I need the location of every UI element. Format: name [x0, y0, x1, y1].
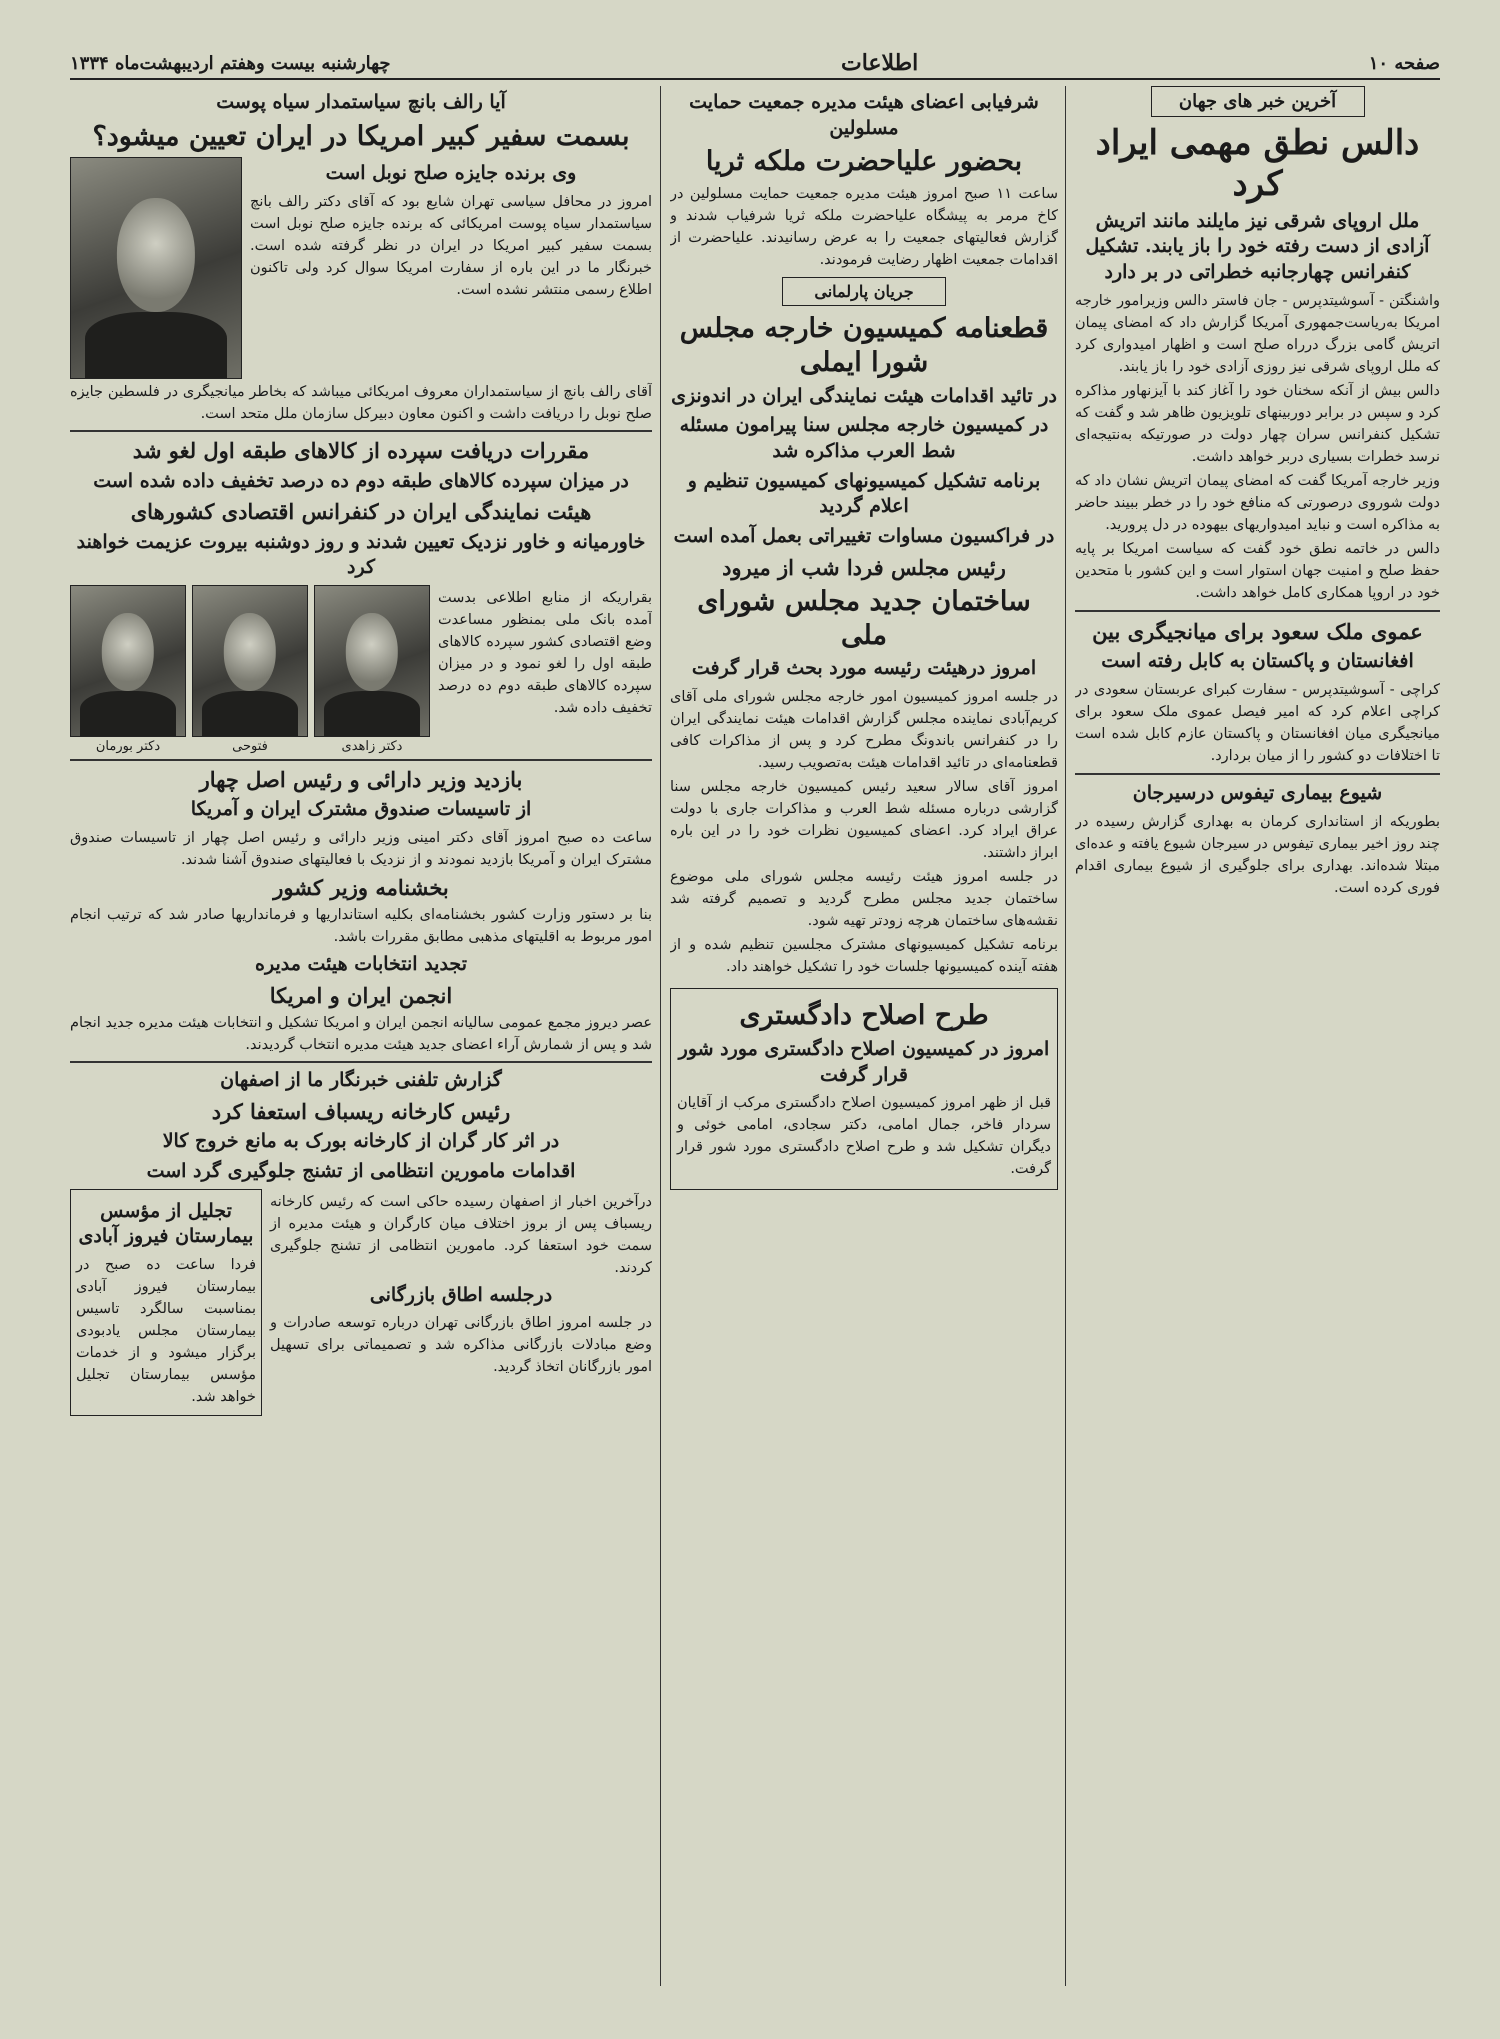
- speaker-headline: رئیس مجلس فردا شب از میرود: [722, 554, 1006, 580]
- article-paragraph: برنامه تشکیل کمیسیونهای مشترک مجلسین تنظیم شده و از هفته آینده کمیسیونها جلسات خود را تشکیل خواهند داد.: [670, 937, 1058, 976]
- dulles-subhead: ملل اروپای شرقی نیز مایلند مانند اتریش آزادی از دست رفته خود را باز یابند. تشکیل کنفرانس چهارجانبه خطراتی در بر دارد: [1085, 209, 1430, 283]
- delegation-kicker: خاورمیانه و خاور نزدیک تعیین شدند و روز دوشنبه بیروت عزیمت خواهند کرد: [76, 530, 646, 579]
- article-paragraph: دالس در خاتمه نطق خود گفت که سیاست امریکا بر پایه حفظ صلح و امنیت جهان استوار است و این کشور با متحدین خود در اروپا همکاری کامل خواهد داشت.: [1075, 540, 1440, 601]
- masthead: [70, 48, 1440, 80]
- section-rule: [70, 1061, 652, 1063]
- parliament-box: جریان پارلمانی: [782, 277, 946, 306]
- factory-kicker: در اثر کار گران از کارخانه بورک به مانع خروج کالا: [162, 1130, 560, 1153]
- faction-kicker: در فراکسیون مساوات تغییراتی بعمل آمده است: [673, 524, 1055, 547]
- article-paragraph: بنا بر دستور وزارت کشور بخشنامه‌ای بکلیه استانداریها و فرمانداریها صادر شد که ترتیب انجام امور مربوط به اقلیتهای مذهبی مطابق مقررات باشد.: [70, 907, 652, 946]
- deposit-headline: مقررات دریافت سپرده از کالاهای طبقه اول لغو شد: [132, 438, 590, 464]
- judiciary-kicker: امروز در کمیسیون اصلاح دادگستری مورد شور قرار گرفت: [678, 1038, 1050, 1086]
- indonesia-kicker: در تائید اقدامات هیئت نمایندگی ایران در اندونزی: [671, 384, 1057, 407]
- police-kicker: اقدامات مامورین انتظامی از تشنج جلوگیری گرد است: [146, 1159, 576, 1182]
- tb-society-kicker: شرفیابی اعضای هیئت مدیره جمعیت حمایت مسلولین: [689, 91, 1039, 139]
- delegates-photos: [70, 585, 430, 754]
- committees-kicker: برنامه تشکیل کمیسیونهای کمیسیون تنظیم و اعلام گردید: [687, 469, 1041, 518]
- article-paragraph: واشنگتن - آسوشیتدپرس - جان فاستر دالس وزیرامور خارجه امریکا به‌ریاست‌جمهوری آمریکا گزارش داد که امضای پیمان اتریش گامی بزرگ درراه صلح است و اظهار امیدواری کرد که ملل اروپای شرقی نیز روزی آزادی خود را باز یابند.: [1075, 292, 1440, 375]
- center-column: [670, 86, 1058, 1986]
- delegate-photo: [314, 585, 430, 737]
- article-paragraph: ساعت ده صبح امروز آقای دکتر امینی وزیر دارائی و رئیس اصل چهار از تاسیسات صندوق مشترک ایران و آمریکا بازدید نمودند و از نزدیک با فعالیتهای صندوق آشنا شدند.: [70, 829, 652, 868]
- section-rule: [70, 430, 652, 432]
- chamber-headline: درجلسه اطاق بازرگانی: [369, 1283, 553, 1306]
- saud-headline: عمو‌ی ملک سعود برای میانجیگری بین: [1092, 618, 1423, 644]
- shatt-kicker: در کمیسیون خارجه مجلس سنا پیرامون مسئله شط العرب مذاکره شد: [679, 414, 1049, 462]
- hospital-box: [70, 1189, 262, 1417]
- delegation-headline: هیئت نمایندگی ایران در کنفرانس اقتصادی کشورهای: [130, 499, 592, 525]
- resolution-headline: قطعنامه کمیسیون خارجه مجلس شورا ایملی: [679, 313, 1049, 378]
- bunche-headline: بسمت سفیر کبیر امریکا در ایران تعیین میشود؟: [92, 120, 630, 152]
- hospital-headline: تجلیل از مؤسس بیمارستان فیروز آبادی: [78, 1199, 254, 1248]
- bunche-kicker: آیا رالف بانچ سیاستمدار سیاه پوست: [216, 91, 506, 113]
- photo-caption: دکتر بورمان: [95, 738, 161, 754]
- circular-headline: بخشنامه وزیر کشور: [273, 874, 449, 900]
- world-news-box: آخرین خبر های جهان: [1151, 86, 1365, 117]
- article-paragraph: دالس بیش از آنکه سخنان خود را آغاز کند با آیزنهاور مذاکره کرد و سپس در برابر دوربینهای تلویزیون ظاهر شد و گفت که تشکیل کنفرانس سران چهار دولت در صورتیکه به‌نتیجه‌ای نرسد خطرات بسیاری دربر خواهد داشت.: [1075, 382, 1440, 465]
- article-paragraph: فردا ساعت ده صبح در بیمارستان فیروز آبادی بمناسبت سالگرد تاسیس بیمارستان مجلس یادبودی برگزار میشود و از خدمات مؤسس بیمارستان تجلیل خواهد شد.: [76, 1256, 256, 1406]
- article-paragraph: کراچی - آسوشیتدپرس - سفارت کبرای عربستان سعودی در کراچی اعلام کرد که امیر فیصل عموی ملک سعود برای میانجیگری میان افغانستان و پاکستان عازم کابل شده است تا اختلافات دو کشور را از میان بردارد.: [1075, 681, 1440, 764]
- article-paragraph: در جلسه امروز هیئت رئیسه مجلس شورای ملی موضوع ساختمان جدید مجلس مطرح گردید و تصمیم گرفته شد نقشه‌های ساختمان هرچه زودتر تهیه شود.: [670, 869, 1058, 930]
- column-rule: [660, 86, 661, 1986]
- saud-kicker: افغانستان و پاکستان به کابل رفته است: [1101, 650, 1414, 673]
- column-rule: [1065, 86, 1066, 1986]
- article-paragraph: وزیر خارجه آمریکا گفت که امضای پیمان اتریش نشان داد که دولت شوروی درصورتی که منافع خود را در خطر ببیند حاضر به مذاکره است و نباید امیدواریهای بیهوده در دل پرورید.: [1075, 472, 1440, 533]
- delegate-photo: [70, 585, 186, 737]
- section-rule: [1075, 610, 1440, 612]
- queen-headline: بحضور علیاحضرت ملکه ثریا: [705, 146, 1023, 178]
- article-paragraph: در جلسه امروز کمیسیون امور خارجه مجلس شورای ملی آقای کریم‌آبادی نماینده مجلس گزارش اقدامات هیئت نمایندگی ایران را در کنفرانس باندونگ مطرح کرد و پس از مذاکرات کافی قطعنامه‌ای در تائید اقدامات هیئت به‌تصویب رسید.: [670, 688, 1058, 772]
- article-paragraph: امروز در محافل سیاسی تهران شایع بود که آقای دکتر رالف بانچ سیاستمدار سیاه پوست امریکائی که برنده جایزه صلح نوبل است بسمت سفیر کبیر امریکا در ایران در نظر گرفته شده است. خبرنگار ما در این باره از سفارت امریکا سوال کرد ولی تاکنون اطلاع رسمی منتشر نشده است.: [250, 194, 652, 299]
- finance-headline: بازدید وزیر دارائی و رئیس اصل چهار: [199, 766, 523, 792]
- date-line: چهارشنبه بیست وهفتم اردیبهشت‌ماه ۱۳۳۴: [70, 52, 391, 74]
- judiciary-headline: طرح اصلاح دادگستری: [739, 1000, 989, 1032]
- election-kicker: تجدید انتخابات هیئت مدیره: [255, 953, 467, 976]
- photo-caption: دکتر زاهدی: [341, 738, 403, 754]
- article-paragraph: عصر دیروز مجمع عمومی سالیانه انجمن ایران و امریکا تشکیل و انتخابات هیئت مدیره جدید انجام شد و پس از شمارش آراء اعضای جدید هیئت مدیره انتخاب گردیدند.: [70, 1015, 652, 1054]
- article-paragraph: امروز آقای سالار سعید رئیس کمیسیون خارجه مجلس سنا گزارشی درباره مسئله شط العرب و مذاکرات جاری با دولت عراق ایراد کرد. اعضای کمیسیون نظرات خود را در این باره ابراز داشتند.: [670, 779, 1058, 862]
- deposit-kicker: در میزان سپرده کالاهای طبقه دوم ده درصد تخفیف داده شده است: [93, 469, 629, 492]
- dulles-headline: دالس نطق مهمی ایراد کرد: [1095, 123, 1420, 204]
- typhus-headline: شیوع بیماری تیفوس درسیرجان: [1132, 782, 1383, 805]
- isfahan-kicker: گزارش تلفنی خبرنگار ما از اصفهان: [220, 1069, 502, 1092]
- judiciary-box: [670, 988, 1058, 1189]
- finance-kicker: از تاسیسات صندوق مشترک ایران و آمریکا: [190, 798, 532, 821]
- right-column: [1075, 86, 1440, 1986]
- article-paragraph: ساعت ۱۱ صبح امروز هیئت مدیره جمعیت حمایت مسلولین در کاخ مرمر به پیشگاه علیاحضرت ملکه ثریا شرفیاب شدند و گزارش فعالیتهای جمعیت را به عرض رسانیدند. علیاحضرت از اقدامات جمعیت اظهار رضایت فرمودند.: [670, 186, 1058, 269]
- building-headline: ساختمان جدید مجلس شورای ملی: [697, 585, 1031, 651]
- photo-caption: فتوحی: [232, 738, 268, 754]
- article-paragraph: قبل از ظهر امروز کمیسیون اصلاح دادگستری مرکب از آقایان سردار فاخر، جمال امامی، دکتر سجادی، امامی خوئی و دیگران تشکیل شد و طرح اصلاح دادگستری مورد شور قرار گرفت.: [677, 1095, 1051, 1178]
- article-paragraph: آقای رالف بانچ از سیاستمداران معروف امریکائی میباشد که بخاطر میانجیگری در فلسطین جایزه صلح نوبل را دریافت داشت و اکنون معاون دبیرکل سازمان ملل متحد است.: [70, 384, 652, 423]
- article-paragraph: در جلسه امروز اطاق بازرگانی تهران درباره توسعه صادرات و وضع مبادلات بازرگانی مذاکره شد و تصمیماتی برای تسهیل امور بازرگانان اتخاذ گردید.: [270, 1315, 652, 1376]
- paper-name: اطلاعات: [840, 50, 919, 76]
- page-number: صفحه ۱۰: [1368, 52, 1440, 74]
- factory-headline: رئیس کارخانه ریسباف استعفا کرد: [211, 1098, 511, 1124]
- section-rule: [1075, 773, 1440, 775]
- article-paragraph: درآخرین اخبار از اصفهان رسیده حاکی است که رئیس کارخانه ریسباف پس از بروز اختلاف میان کارگران و هیئت مدیره از سمت خود استعفا کرد. مامورین انتظامی از تشنج جلوگیری کردند.: [270, 1193, 652, 1276]
- article-paragraph: بطوریکه از استانداری کرمان به بهداری گزارش رسیده در چند روز اخیر بیماری تیفوس در سیرجان شیوع یافته و عده‌ای مبتلا شده‌اند. بهداری برای جلوگیری از شیوع بیماری اقدام فوری کرده است.: [1075, 813, 1440, 896]
- delegate-photo: [192, 585, 308, 737]
- bunche-photo: [70, 157, 242, 379]
- society-headline: انجمن ایران و امریکا: [269, 982, 453, 1008]
- section-rule: [70, 759, 652, 761]
- nobel-kicker: وی برنده جایزه صلح نوبل است: [325, 162, 577, 185]
- left-column: [70, 86, 652, 1986]
- article-paragraph: بقراریکه از منابع اطلاعی بدست آمده بانک ملی بمنظور مساعدت وضع اقتصادی کشور سپرده کالاهای طبقه اول را لغو نمود و در میزان سپرده کالاهای طبقه دوم ده درصد تخفیف داده شد.: [438, 589, 652, 717]
- building-kicker: امروز درهیئت رئیسه مورد بحث قرار گرفت: [691, 657, 1037, 680]
